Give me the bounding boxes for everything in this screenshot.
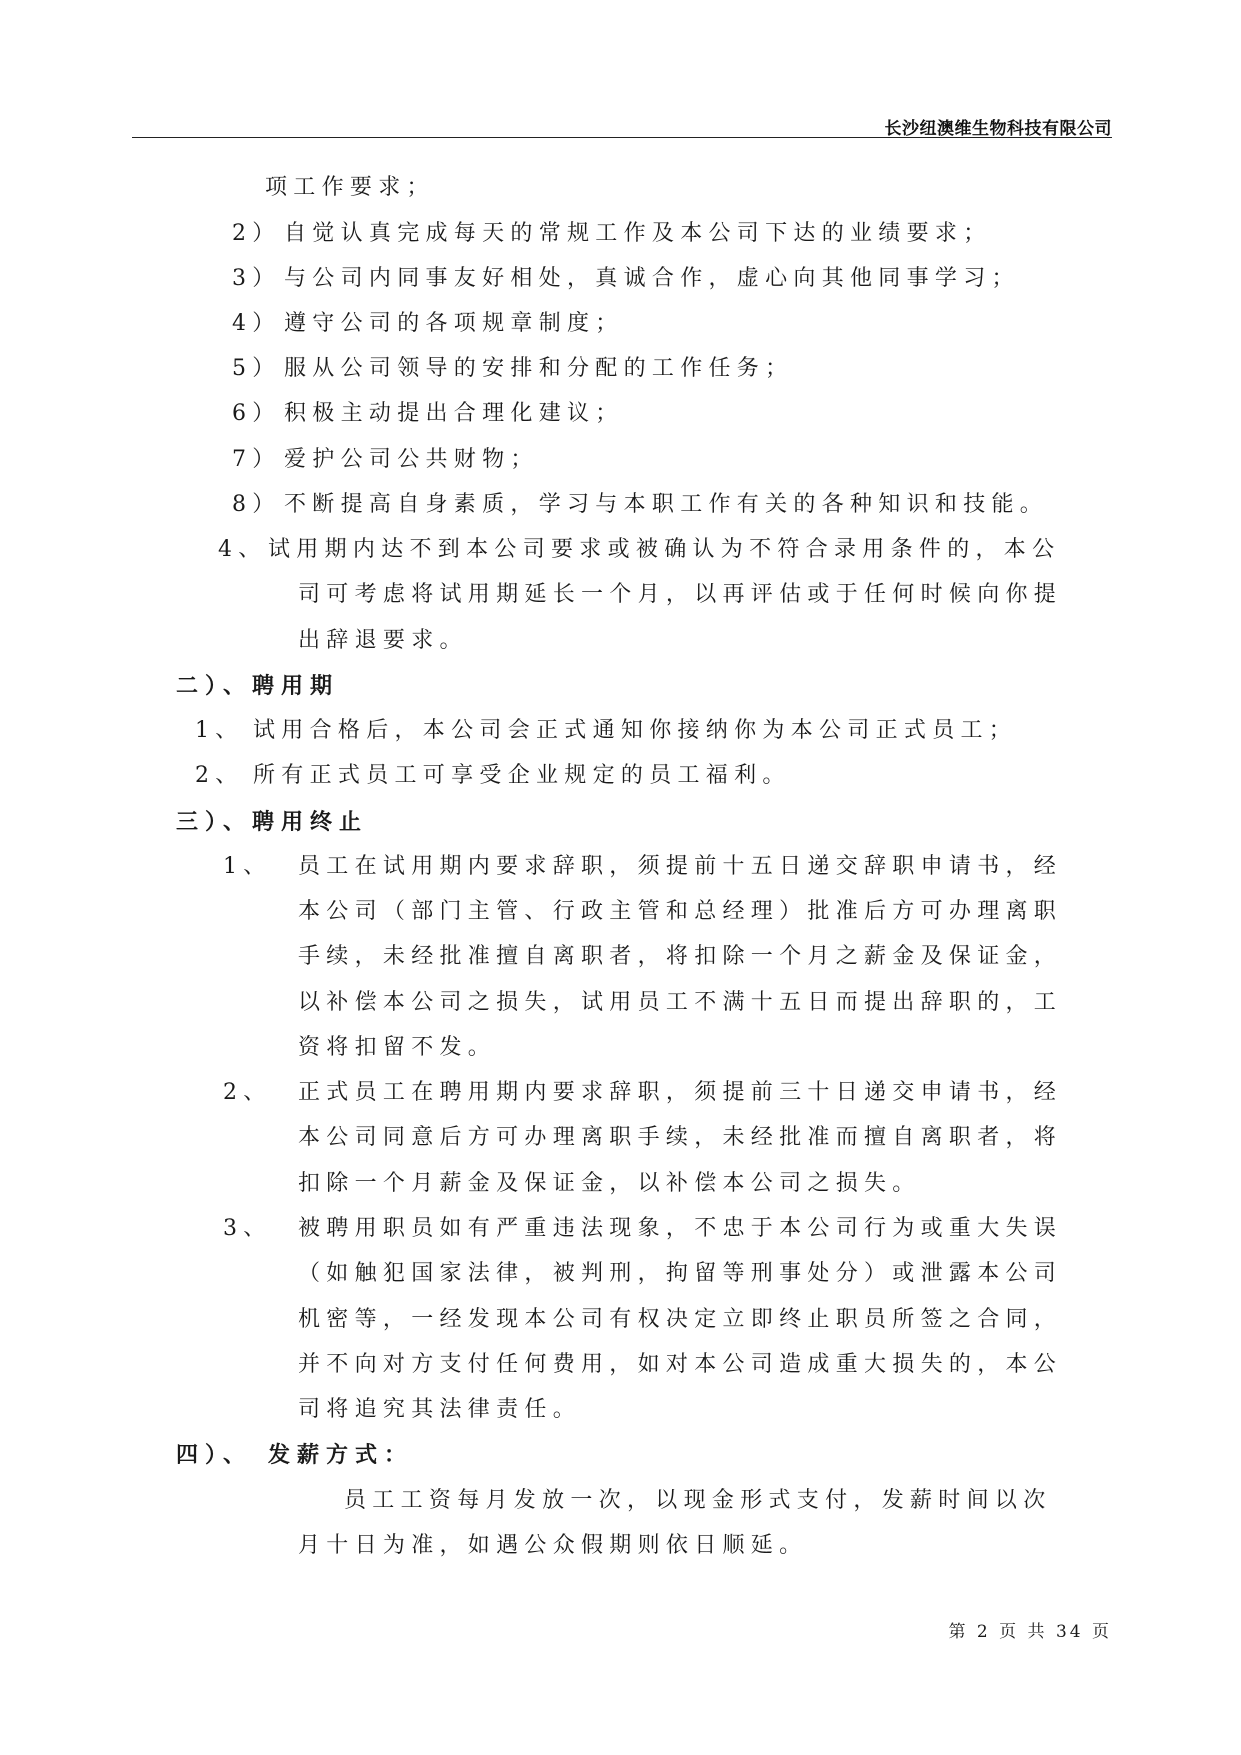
- section3-item-line: 手续，未经批准擅自离职者，将扣除一个月之薪金及保证金，: [298, 944, 1063, 969]
- section3-item-line: 本公司同意后方可办理离职手续，未经批准而擅自离职者，将: [298, 1125, 1063, 1150]
- section3-item-line: 扣除一个月薪金及保证金，以补偿本公司之损失。: [298, 1171, 921, 1196]
- point4-line: 试用期内达不到本公司要求或被确认为不符合录用条件的，本公: [268, 537, 1061, 562]
- section3-item-line: 员工在试用期内要求辞职，须提前十五日递交辞职申请书，经: [298, 854, 1063, 879]
- section3-item-line: 司将追究其法律责任。: [298, 1397, 582, 1422]
- section3-item-line: 正式员工在聘用期内要求辞职，须提前三十日递交申请书，经: [298, 1080, 1063, 1105]
- list-item: 7） 爱护公司公共财物；: [232, 447, 539, 472]
- point4-line: 司可考虑将试用期延长一个月，以再评估或于任何时候向你提: [298, 582, 1063, 607]
- point4-number: 4、: [218, 537, 267, 562]
- list-item: 2） 自觉认真完成每天的常规工作及本公司下达的业绩要求；: [232, 221, 992, 246]
- list-item: 5） 服从公司领导的安排和分配的工作任务；: [232, 356, 794, 381]
- section3-item-line: 以补偿本公司之损失，试用员工不满十五日而提出辞职的，工: [298, 990, 1063, 1015]
- section3-item-line: 资将扣留不发。: [298, 1035, 497, 1060]
- list-item: 4） 遵守公司的各项规章制度；: [232, 311, 624, 336]
- section3-item-number: 1、: [223, 854, 272, 879]
- section3-item-line: 机密等，一经发现本公司有权决定立即终止职员所签之合同，: [298, 1307, 1063, 1332]
- list-item: 3） 与公司内同事友好相处，真诚合作，虚心向其他同事学习；: [232, 266, 1020, 291]
- list-item: 6） 积极主动提出合理化建议；: [232, 401, 624, 426]
- continuation-line: 项工作要求；: [265, 175, 435, 200]
- section-heading: 三）、聘用终止: [176, 809, 369, 835]
- header-rule: [132, 137, 1112, 138]
- page-number: 第 2 页 共 34 页: [948, 1622, 1112, 1642]
- section3-item-line: （如触犯国家法律，被判刑，拘留等刑事处分）或泄露本公司: [298, 1261, 1063, 1286]
- list-item: 1、 试用合格后，本公司会正式通知你接纳你为本公司正式员工；: [195, 718, 1018, 743]
- section-heading: 四）、 发薪方式：: [176, 1442, 414, 1468]
- section3-item-line: 本公司（部门主管、行政主管和总经理）批准后方可办理离职: [298, 899, 1063, 924]
- list-item: 2、 所有正式员工可享受企业规定的员工福利。: [195, 763, 791, 788]
- section-heading: 二）、聘用期: [176, 673, 340, 699]
- section3-item-number: 2、: [223, 1080, 272, 1105]
- section3-item-line: 被聘用职员如有严重违法现象，不忠于本公司行为或重大失误: [298, 1216, 1063, 1241]
- list-item: 8） 不断提高自身素质，学习与本职工作有关的各种知识和技能。: [232, 492, 1049, 517]
- paragraph-line: 月十日为准，如遇公众假期则依日顺延。: [298, 1533, 808, 1558]
- point4-line: 出辞退要求。: [298, 628, 468, 653]
- section3-item-line: 并不向对方支付任何费用，如对本公司造成重大损失的，本公: [298, 1352, 1063, 1377]
- paragraph-line: 员工工资每月发放一次，以现金形式支付，发薪时间以次: [344, 1488, 1052, 1513]
- header-company-name: 长沙纽澳维生物科技有限公司: [884, 119, 1112, 139]
- section3-item-number: 3、: [223, 1216, 272, 1241]
